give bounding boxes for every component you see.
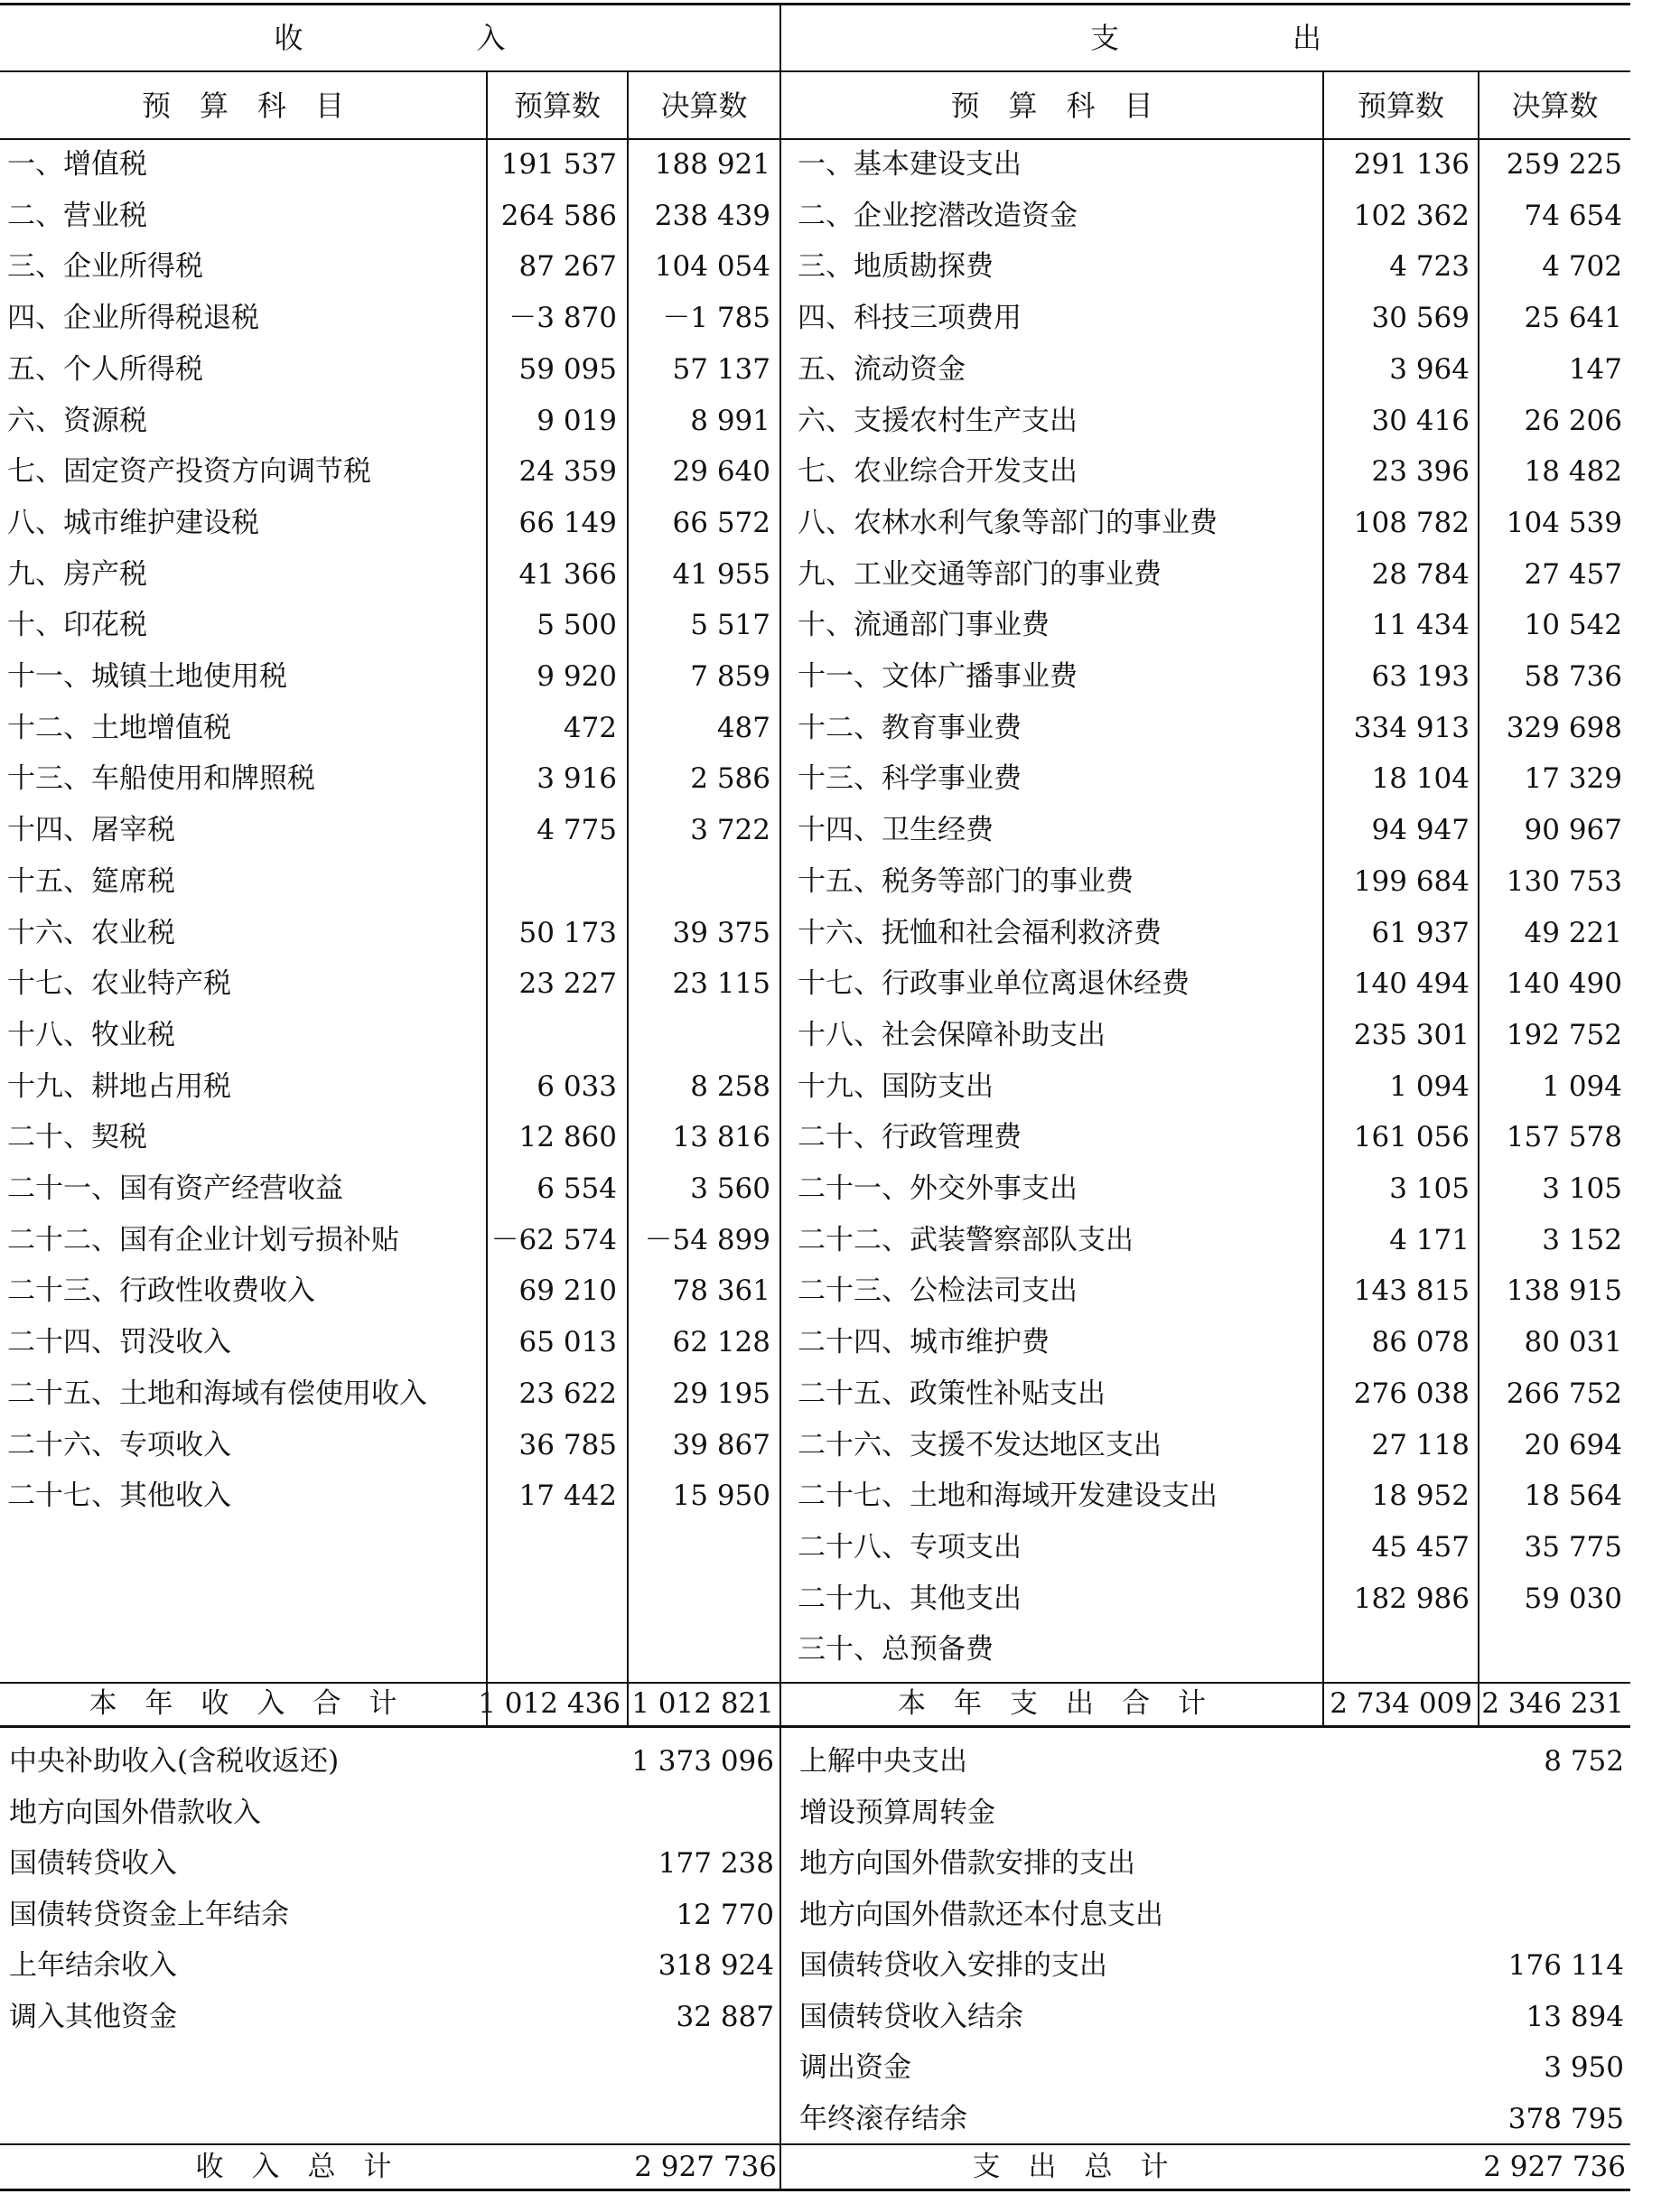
- expense-item: 三十、总预备费: [798, 1633, 994, 1667]
- expense-budget-value: 291 136: [1353, 148, 1470, 181]
- income-budget-value: 59 095: [518, 352, 617, 386]
- income-final-value: 7 859: [690, 660, 770, 693]
- income-budget-value: 191 537: [500, 148, 617, 181]
- expense-item: 十一、文体广播事业费: [798, 660, 1078, 693]
- income-final-value: 104 054: [654, 250, 770, 284]
- expense-budget-value: 61 937: [1371, 916, 1470, 949]
- income-subject-header: 预 算 科 目: [141, 89, 344, 123]
- income-item: 十九、耕地占用税: [7, 1069, 231, 1103]
- expense-final-value: 147: [1568, 352, 1622, 386]
- expense-budget-value: 3 105: [1389, 1172, 1470, 1205]
- income-budget-value: 87 267: [518, 250, 617, 284]
- expense-extra-item: 调出资金: [799, 2051, 911, 2084]
- expense-item: 十三、科学事业费: [798, 762, 1022, 796]
- expense-budget-value: 4 723: [1389, 250, 1470, 284]
- expense-budget-value: 18 952: [1371, 1480, 1470, 1513]
- income-extra-item: 上年结余收入: [9, 1949, 177, 1982]
- income-budget-value: 3 916: [537, 762, 617, 796]
- expense-final-col-line: [1478, 70, 1479, 1728]
- expense-budget-value: 63 193: [1371, 660, 1470, 693]
- expense-year-total-budget: 2 734 009: [1330, 1687, 1472, 1720]
- expense-budget-value: 27 118: [1371, 1428, 1470, 1461]
- expense-item: 二十六、支援不发达地区支出: [798, 1428, 1162, 1461]
- income-year-total-budget: 1 012 436: [478, 1687, 621, 1720]
- expense-budget-value: 3 964: [1389, 352, 1470, 386]
- expense-budget-col-line: [1322, 70, 1324, 1728]
- income-budget-value: 5 500: [537, 609, 617, 642]
- expense-final-value: 3 152: [1542, 1223, 1622, 1256]
- income-budget-value: 24 359: [518, 455, 617, 489]
- expense-final-value: 27 457: [1524, 557, 1622, 591]
- expense-final-value: 140 490: [1506, 967, 1622, 1001]
- expense-item: 二十一、外交外事支出: [798, 1172, 1078, 1205]
- income-extra-item: 中央补助收入(含税收返还): [9, 1745, 340, 1778]
- income-grand-total-label: 收 入 总 计: [195, 2151, 392, 2183]
- income-title: 收 入: [274, 21, 506, 55]
- expense-item: 十四、卫生经费: [798, 814, 994, 847]
- income-final-value: 13 816: [672, 1121, 770, 1154]
- expense-item: 十二、教育事业费: [798, 711, 1022, 744]
- income-final-value: 66 572: [672, 506, 770, 539]
- expense-budget-value: 182 986: [1353, 1582, 1470, 1615]
- expense-extra-item: 国债转贷收入结余: [799, 2000, 1023, 2033]
- expense-final-value: 104 539: [1506, 506, 1622, 539]
- income-item: 二十一、国有资产经营收益: [7, 1172, 343, 1205]
- income-budget-value: 65 013: [518, 1326, 617, 1359]
- expense-final-value: 20 694: [1524, 1428, 1622, 1461]
- expense-title: 支 出: [1089, 21, 1321, 55]
- income-final-value: 29 640: [672, 455, 770, 489]
- expense-final-value: 26 206: [1524, 404, 1622, 437]
- income-budget-value: 17 442: [518, 1480, 617, 1513]
- expense-item: 二十四、城市维护费: [798, 1326, 1050, 1359]
- income-final-value: －1 785: [662, 302, 770, 335]
- income-final-value: 39 867: [672, 1428, 770, 1461]
- expense-budget-value: 94 947: [1371, 814, 1470, 847]
- expense-final-value: 157 578: [1506, 1121, 1622, 1154]
- income-budget-value: 9 019: [537, 404, 617, 437]
- header-divider: [0, 138, 1630, 140]
- income-item: 十五、筵席税: [7, 864, 175, 898]
- income-final-value: 188 921: [654, 148, 770, 181]
- expense-grand-total-value: 2 927 736: [1483, 2151, 1626, 2183]
- income-extra-item: 国债转贷资金上年结余: [9, 1898, 289, 1931]
- expense-budget-value: 1 094: [1389, 1069, 1470, 1103]
- income-budget-value: 50 173: [518, 916, 617, 949]
- expense-budget-header: 预算数: [1357, 89, 1444, 123]
- expense-budget-value: 28 784: [1371, 557, 1470, 591]
- income-final-value: 2 586: [690, 762, 770, 796]
- income-final-value: 8 258: [690, 1069, 770, 1103]
- income-item: 二十二、国有企业计划亏损补贴: [7, 1223, 399, 1256]
- income-item: 四、企业所得税退税: [7, 302, 259, 335]
- expense-item: 十五、税务等部门的事业费: [798, 864, 1134, 898]
- expense-extra-item: 地方向国外借款还本付息支出: [799, 1898, 1163, 1931]
- income-item: 十八、牧业税: [7, 1018, 175, 1051]
- income-item: 五、个人所得税: [7, 352, 203, 386]
- income-final-col-line: [627, 70, 629, 1728]
- income-grand-total-value: 2 927 736: [634, 2151, 777, 2183]
- expense-extra-item: 地方向国外借款安排的支出: [799, 1847, 1135, 1880]
- expense-extra-item: 国债转贷收入安排的支出: [799, 1949, 1107, 1982]
- expense-final-value: 90 967: [1524, 814, 1622, 847]
- income-final-value: 39 375: [672, 916, 770, 949]
- income-final-header: 决算数: [660, 89, 748, 123]
- income-item: 二十五、土地和海域有偿使用收入: [7, 1377, 427, 1410]
- expense-budget-value: 235 301: [1353, 1018, 1470, 1051]
- expense-extra-item: 上解中央支出: [799, 1745, 967, 1778]
- income-budget-value: 264 586: [500, 199, 617, 232]
- income-item: 二十三、行政性收费收入: [7, 1274, 315, 1308]
- bottom-border: [0, 2189, 1630, 2191]
- expense-final-value: 74 654: [1524, 199, 1622, 232]
- income-extra-value: 318 924: [658, 1949, 774, 1982]
- income-final-value: 62 128: [672, 1326, 770, 1359]
- expense-extra-item: 增设预算周转金: [799, 1796, 995, 1829]
- income-final-value: 57 137: [672, 352, 770, 386]
- income-budget-value: 9 920: [537, 660, 617, 693]
- income-final-value: 3 722: [690, 814, 770, 847]
- income-extra-value: 1 373 096: [631, 1745, 774, 1778]
- expense-budget-value: 86 078: [1371, 1326, 1470, 1359]
- expense-budget-value: 276 038: [1353, 1377, 1470, 1410]
- expense-extra-value: 8 752: [1544, 1745, 1624, 1778]
- expense-budget-value: 140 494: [1353, 967, 1470, 1001]
- expense-final-value: 266 752: [1506, 1377, 1622, 1410]
- expense-final-value: 259 225: [1506, 148, 1622, 181]
- income-item: 十七、农业特产税: [7, 967, 231, 1001]
- expense-year-total-final: 2 346 231: [1481, 1687, 1624, 1720]
- expense-final-value: 192 752: [1506, 1018, 1622, 1051]
- grand-totals-divider: [0, 2143, 1630, 2145]
- income-item: 二十七、其他收入: [7, 1480, 231, 1513]
- expense-final-value: 18 482: [1524, 455, 1622, 489]
- income-item: 十一、城镇土地使用税: [7, 660, 287, 693]
- income-extra-item: 调入其他资金: [9, 2000, 177, 2033]
- expense-budget-value: 23 396: [1371, 455, 1470, 489]
- income-final-value: 41 955: [672, 557, 770, 591]
- income-budget-value: 23 622: [518, 1377, 617, 1410]
- top-border: [0, 3, 1630, 5]
- expense-budget-value: 18 104: [1371, 762, 1470, 796]
- expense-item: 二十七、土地和海域开发建设支出: [798, 1480, 1218, 1513]
- expense-final-value: 130 753: [1506, 864, 1622, 898]
- expense-budget-value: 45 457: [1371, 1530, 1470, 1564]
- income-extra-item: 地方向国外借款收入: [9, 1796, 261, 1829]
- totals-divider-top: [0, 1682, 1630, 1684]
- income-final-value: 78 361: [672, 1274, 770, 1308]
- expense-extra-item: 年终滚存结余: [799, 2102, 967, 2135]
- expense-final-value: 138 915: [1506, 1274, 1622, 1308]
- income-item: 十二、土地增值税: [7, 711, 231, 744]
- income-extra-item: 国债转贷收入: [9, 1847, 177, 1880]
- income-final-value: －54 899: [644, 1223, 770, 1256]
- expense-budget-value: 199 684: [1353, 864, 1470, 898]
- income-budget-value: －3 870: [509, 302, 617, 335]
- expense-budget-value: 30 416: [1371, 404, 1470, 437]
- income-item: 二十六、专项收入: [7, 1428, 231, 1461]
- expense-item: 八、农林水利气象等部门的事业费: [798, 506, 1218, 539]
- expense-item: 二十、行政管理费: [798, 1121, 1022, 1154]
- expense-final-value: 80 031: [1524, 1326, 1622, 1359]
- expense-budget-value: 4 171: [1389, 1223, 1470, 1256]
- income-budget-value: 12 860: [518, 1121, 617, 1154]
- expense-budget-value: 11 434: [1371, 609, 1470, 642]
- expense-item: 三、地质勘探费: [798, 250, 994, 284]
- expense-final-value: 25 641: [1524, 302, 1622, 335]
- expense-budget-value: 334 913: [1353, 711, 1470, 744]
- income-budget-value: 4 775: [537, 814, 617, 847]
- expense-item: 二十九、其他支出: [798, 1582, 1022, 1615]
- expense-final-value: 1 094: [1542, 1069, 1622, 1103]
- income-final-value: 5 517: [690, 609, 770, 642]
- expense-subject-header: 预 算 科 目: [950, 89, 1153, 123]
- income-budget-value: 23 227: [518, 967, 617, 1001]
- expense-item: 二十五、政策性补贴支出: [798, 1377, 1106, 1410]
- income-budget-value: 6 554: [537, 1172, 617, 1205]
- income-budget-value: 66 149: [518, 506, 617, 539]
- expense-item: 二十八、专项支出: [798, 1530, 1022, 1564]
- expense-final-value: 59 030: [1524, 1582, 1622, 1615]
- expense-budget-value: 161 056: [1353, 1121, 1470, 1154]
- income-extra-value: 12 770: [676, 1898, 774, 1931]
- income-item: 七、固定资产投资方向调节税: [7, 455, 371, 489]
- expense-item: 六、支援农村生产支出: [798, 404, 1078, 437]
- center-divider: [779, 3, 781, 2191]
- expense-final-value: 17 329: [1524, 762, 1622, 796]
- income-item: 六、资源税: [7, 404, 147, 437]
- expense-final-value: 3 105: [1542, 1172, 1622, 1205]
- totals-divider-bottom: [0, 1725, 1630, 1728]
- income-item: 八、城市维护建设税: [7, 506, 259, 539]
- expense-final-value: 4 702: [1542, 250, 1622, 284]
- expense-item: 二十三、公检法司支出: [798, 1274, 1078, 1308]
- income-final-value: 8 991: [690, 404, 770, 437]
- expense-item: 四、科技三项费用: [798, 302, 1022, 335]
- income-budget-value: 69 210: [518, 1274, 617, 1308]
- expense-item: 五、流动资金: [798, 352, 966, 386]
- income-final-value: 23 115: [672, 967, 770, 1001]
- income-final-value: 15 950: [672, 1480, 770, 1513]
- expense-item: 十七、行政事业单位离退休经费: [798, 967, 1190, 1001]
- income-item: 九、房产税: [7, 557, 147, 591]
- expense-extra-value: 3 950: [1544, 2051, 1624, 2084]
- expense-item: 十、流通部门事业费: [798, 609, 1050, 642]
- income-year-total-label: 本 年 收 入 合 计: [89, 1687, 397, 1720]
- expense-extra-value: 13 894: [1526, 2000, 1624, 2033]
- expense-item: 二、企业挖潜改造资金: [798, 199, 1078, 232]
- income-extra-value: 32 887: [676, 2000, 774, 2033]
- income-item: 十、印花税: [7, 609, 147, 642]
- income-final-value: 487: [716, 711, 770, 744]
- expense-extra-value: 176 114: [1507, 1949, 1624, 1982]
- income-budget-value: 6 033: [537, 1069, 617, 1103]
- income-item: 十四、屠宰税: [7, 814, 175, 847]
- expense-final-value: 58 736: [1524, 660, 1622, 693]
- expense-grand-total-label: 支 出 总 计: [972, 2151, 1169, 2183]
- expense-item: 二十二、武装警察部队支出: [798, 1223, 1134, 1256]
- income-final-value: 3 560: [690, 1172, 770, 1205]
- expense-final-value: 329 698: [1506, 711, 1622, 744]
- expense-budget-value: 30 569: [1371, 302, 1470, 335]
- expense-item: 一、基本建设支出: [798, 148, 1022, 181]
- income-item: 二十四、罚没收入: [7, 1326, 231, 1359]
- income-budget-value: －62 574: [490, 1223, 617, 1256]
- expense-budget-value: 143 815: [1353, 1274, 1470, 1308]
- income-item: 十三、车船使用和牌照税: [7, 762, 315, 796]
- income-item: 三、企业所得税: [7, 250, 203, 284]
- income-budget-value: 36 785: [518, 1428, 617, 1461]
- expense-item: 十八、社会保障补助支出: [798, 1018, 1106, 1051]
- income-budget-value: 41 366: [518, 557, 617, 591]
- expense-item: 十六、抚恤和社会福利救济费: [798, 916, 1162, 949]
- expense-budget-value: 102 362: [1353, 199, 1470, 232]
- income-item: 一、增值税: [7, 148, 147, 181]
- expense-year-total-label: 本 年 支 出 合 计: [898, 1687, 1206, 1720]
- expense-item: 九、工业交通等部门的事业费: [798, 557, 1162, 591]
- income-item: 二、营业税: [7, 199, 147, 232]
- expense-extra-value: 378 795: [1507, 2102, 1624, 2135]
- expense-final-value: 49 221: [1524, 916, 1622, 949]
- expense-final-header: 决算数: [1511, 89, 1599, 123]
- expense-final-value: 18 564: [1524, 1480, 1622, 1513]
- expense-final-value: 35 775: [1524, 1530, 1622, 1564]
- expense-item: 十九、国防支出: [798, 1069, 994, 1103]
- income-extra-value: 177 238: [658, 1847, 774, 1880]
- expense-item: 七、农业综合开发支出: [798, 455, 1078, 489]
- income-item: 十六、农业税: [7, 916, 175, 949]
- title-divider: [0, 70, 1630, 72]
- income-year-total-final: 1 012 821: [631, 1687, 774, 1720]
- income-final-value: 29 195: [672, 1377, 770, 1410]
- income-budget-header: 预算数: [513, 89, 601, 123]
- expense-budget-value: 108 782: [1353, 506, 1470, 539]
- income-budget-col-line: [486, 70, 488, 1728]
- income-final-value: 238 439: [654, 199, 770, 232]
- income-item: 二十、契税: [7, 1121, 147, 1154]
- expense-final-value: 10 542: [1524, 609, 1622, 642]
- income-budget-value: 472: [563, 711, 617, 744]
